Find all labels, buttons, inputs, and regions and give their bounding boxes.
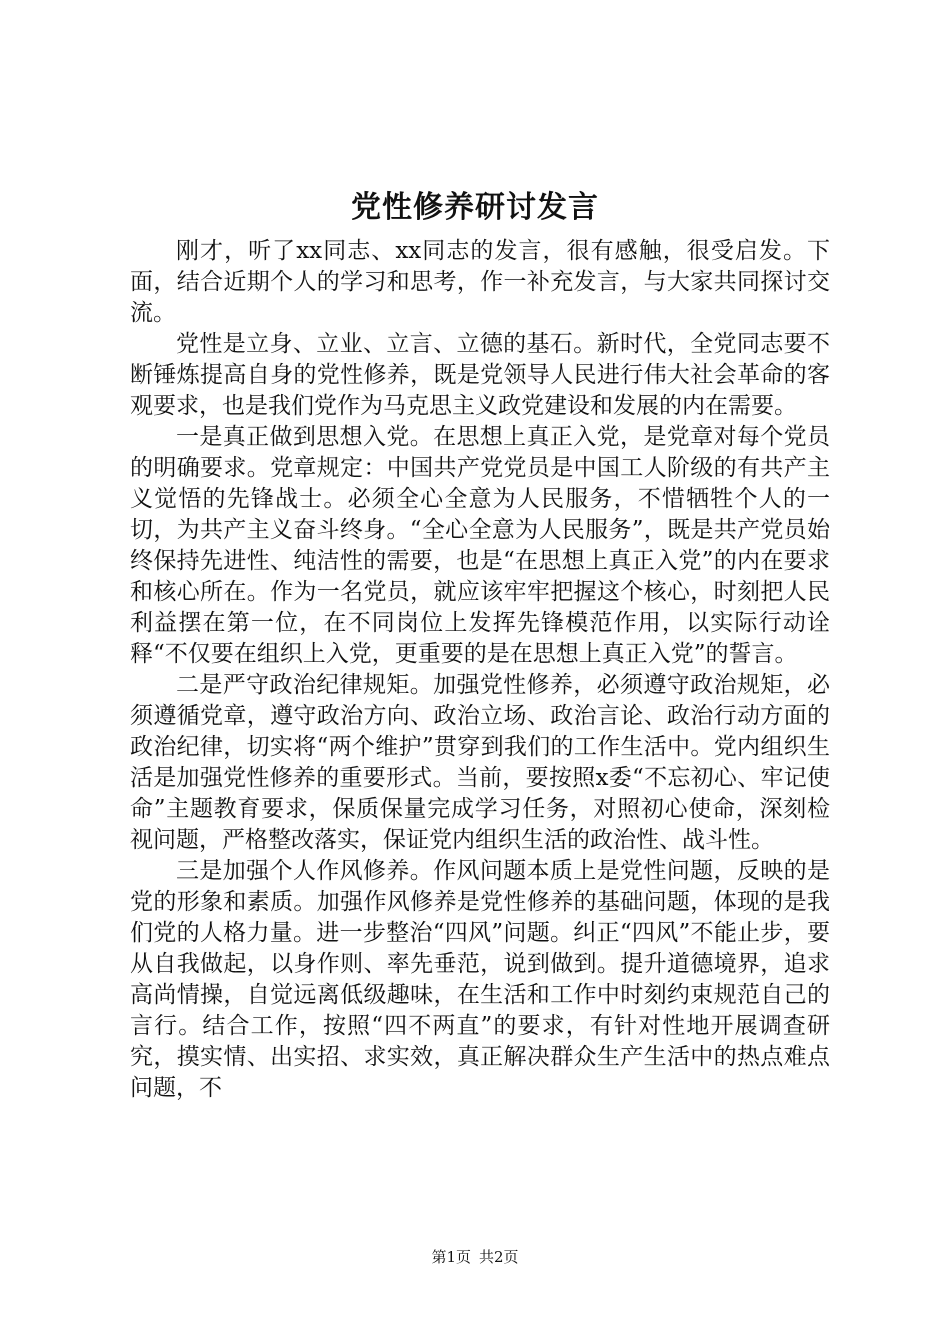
page-total: 共2页 (479, 1248, 519, 1266)
paragraph-intro: 刚才，听了xx同志、xx同志的发言，很有感触，很受启发。下面，结合近期个人的学习和思考，作一补充发言，与大家共同探讨交流。 (130, 238, 830, 326)
document-body (130, 236, 830, 1104)
page-footer (0, 1247, 950, 1267)
page-number: 第1页 (431, 1248, 471, 1266)
paragraph-point-three: 三是加强个人作风修养。作风问题本质上是党性问题，反映的是党的形象和素质。加强作风修养是党性修养的基础问题，体现的是我们党的人格力量。进一步整治“四风”问题。纠正“四风”不能止步，要从自我做起，以身作则、率先垂范，说到做到。提升道德境界，追求高尚情操，自觉远离低级趣味，在生活和工作中时刻约束规范自己的言行。结合工作，按照“四不两直”的要求，有针对性地开展调查研究，摸实情、出实招、求实效，真正解决群众生产生活中的热点难点问题，不 (130, 858, 830, 1101)
paragraph-point-two: 二是严守政治纪律规矩。加强党性修养，必须遵守政治规矩，必须遵循党章，遵守政治方向、政治立场、政治言论、政治行动方面的政治纪律，切实将“两个维护”贯穿到我们的工作生活中。党内组织生活是加强党性修养的重要形式。当前，要按照x委“不忘初心、牢记使命”主题教育要求，保质保量完成学习任务，对照初心使命，深刻检视问题，严格整改落实，保证党内组织生活的政治性、战斗性。 (130, 672, 830, 853)
document-title: 党性修养研讨发言 (351, 190, 599, 225)
paragraph-party-spirit: 党性是立身、立业、立言、立德的基石。新时代，全党同志要不断锤炼提高自身的党性修养，既是党领导人民进行伟大社会革命的客观要求，也是我们党作为马克思主义政党建设和发展的内在需要。 (130, 331, 830, 419)
paragraph-point-one: 一是真正做到思想入党。在思想上真正入党，是党章对每个党员的明确要求。党章规定：中国共产党党员是中国工人阶级的有共产主义觉悟的先锋战士。必须全心全意为人民服务，不惜牺牲个人的一切，为共产主义奋斗终身。“全心全意为人民服务”，既是共产党员始终保持先进性、纯洁性的需要，也是“在思想上真正入党”的内在要求和核心所在。作为一名党员，就应该牢牢把握这个核心，时刻把人民利益摆在第一位，在不同岗位上发挥先锋模范作用，以实际行动诠释“不仅要在组织上入党，更重要的是在思想上真正入党”的誓言。 (130, 424, 830, 667)
